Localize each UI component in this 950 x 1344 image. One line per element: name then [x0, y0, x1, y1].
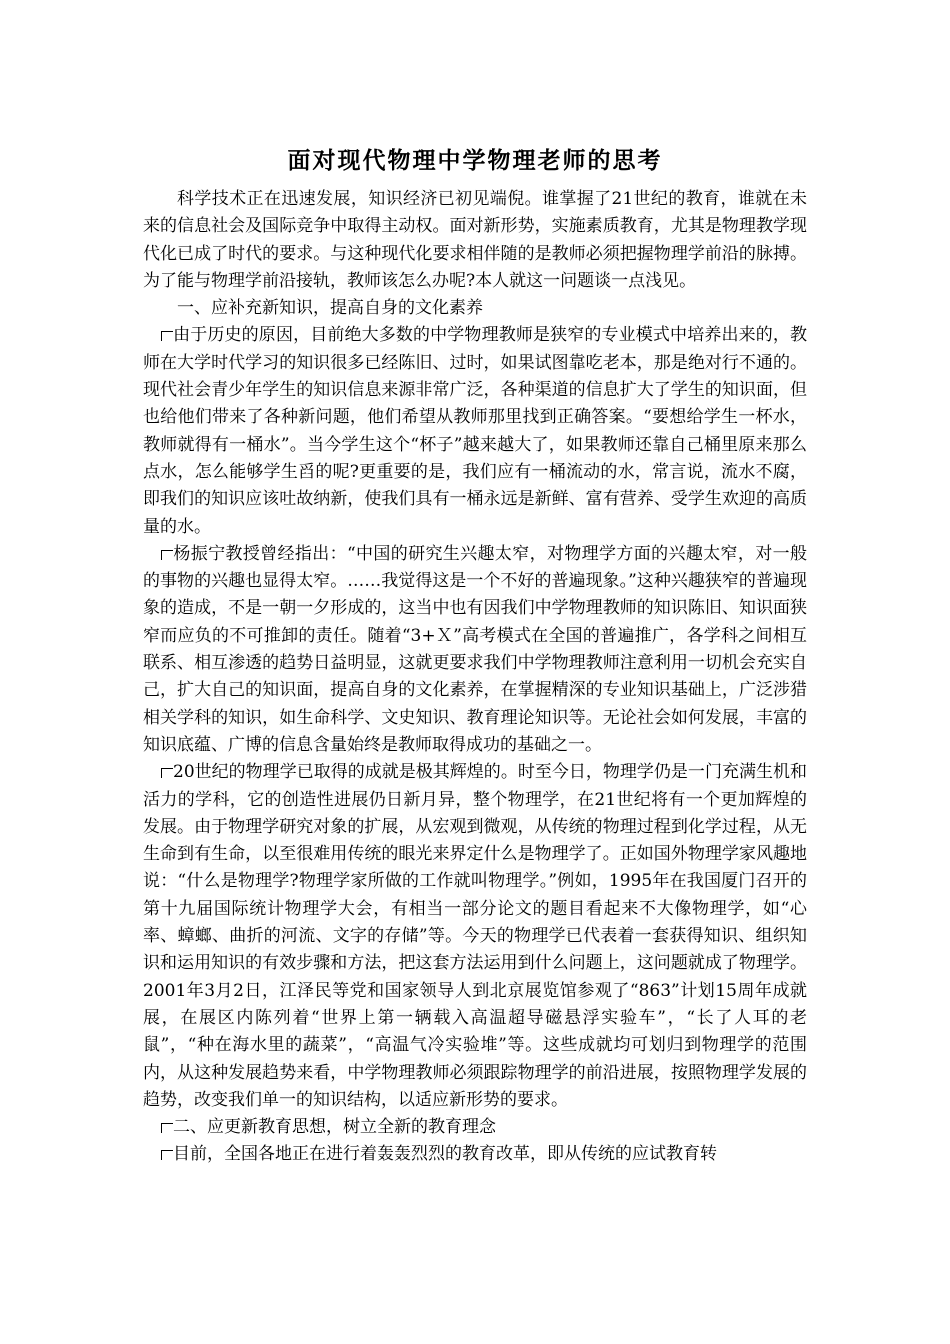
- section-heading-1: [143, 295, 807, 322]
- section-heading-2-text: 二、应更新教育思想，树立全新的教育理念: [173, 1117, 496, 1138]
- body-paragraph-4-text: 目前，全国各地正在进行着轰轰烈烈的教育改革，即从传统的应试教育转: [173, 1144, 717, 1165]
- section-heading-2: [143, 1114, 807, 1141]
- paragraph-mark-icon: [161, 550, 173, 560]
- intro-paragraph-text: 科学技术正在迅速发展，知识经济已初见端倪。谁掌握了21世纪的教育，谁就在未来的信息社会及国际竞争中取得主动权。面对新形势，实施素质教育，尤其是物理教学现代化已成了时代的要求。与这种现代化要求相伴随的是教师必须把握物理学前沿的脉搏。为了能与物理学前沿接轨，教师该怎么办呢?本人就这一问题谈一点浅见。: [143, 189, 807, 291]
- paragraph-mark-icon: [161, 1150, 173, 1160]
- section-heading-1-text: 一、应补充新知识，提高自身的文化素养: [177, 298, 483, 319]
- paragraph-mark-icon: [161, 1123, 173, 1133]
- document-title: 面对现代物理中学物理老师的思考: [287, 147, 663, 174]
- body-paragraph-2: [143, 541, 807, 759]
- body-paragraph-3-text: 20世纪的物理学已取得的成就是极其辉煌的。时至今日，物理学仍是一门充满生机和活力的学科，它的创造性进展仍日新月异，整个物理学，在21世纪将有一个更加辉煌的发展。由于物理学研究对象的扩展，从宏观到微观，从传统的物理过程到化学过程，从无生命到有生命，以至很难用传统的眼光来界定什么是物理学了。正如国外物理学家风趣地说：“什么是物理学?物理学家所做的工作就叫物理学。”例如，1995年在我国厦门召开的第十九届国际统计物理学大会，有相当一部分论文的题目看起来不大像物理学，如“心率、蟑螂、曲折的河流、文字的存储”等。今天的物理学已代表着一套获得知识、组织知识和运用知识的有效步骤和方法，把这套方法运用到什么问题上，这问题就成了物理学。2001年3月2日，江泽民等党和国家领导人到北京展览馆参观了“863”计划15周年成就展，在展区内陈列着“世界上第一辆载入高温超导磁悬浮实验车”，“长了人耳的老鼠”，“种在海水里的蔬菜”，“高温气冷实验堆”等。这些成就均可划归到物理学的范围内，从这种发展趋势来看，中学物理教师必须跟踪物理学的前沿进展，按照物理学发展的趋势，改变我们单一的知识结构，以适应新形势的要求。: [143, 762, 807, 1110]
- paragraph-mark-icon: [161, 768, 173, 778]
- intro-paragraph: [143, 186, 807, 295]
- body-paragraph-4: [143, 1141, 807, 1168]
- body-paragraph-3: [143, 759, 807, 1114]
- document-body: [143, 186, 807, 1169]
- paragraph-mark-icon: [161, 331, 173, 341]
- body-paragraph-2-text: 杨振宁教授曾经指出：“中国的研究生兴趣太窄，对物理学方面的兴趣太窄，对一般的事物的兴趣也显得太窄。……我觉得这是一个不好的普遍现象。”这种兴趣狭窄的普遍现象的造成，不是一朝一夕形成的，这当中也有因我们中学物理教师的知识陈旧、知识面狭窄而应负的不可推卸的责任。随着“3+Ｘ”高考模式在全国的普遍推广，各学科之间相互联系、相互渗透的趋势日益明显，这就更要求我们中学物理教师注意利用一切机会充实自己，扩大自己的知识面，提高自身的文化素养，在掌握精深的专业知识基础上，广泛涉猎相关学科的知识，如生命科学、文史知识、教育理论知识等。无论社会如何发展，丰富的知识底蕴、广博的信息含量始终是教师取得成功的基础之一。: [143, 543, 807, 755]
- body-paragraph-1: [143, 322, 807, 540]
- body-paragraph-1-text: 由于历史的原因，目前绝大多数的中学物理教师是狭窄的专业模式中培养出来的，教师在大学时代学习的知识很多已经陈旧、过时，如果试图靠吃老本，那是绝对行不通的。现代社会青少年学生的知识信息来源非常广泛，各种渠道的信息扩大了学生的知识面，但也给他们带来了各种新问题，他们希望从教师那里找到正确答案。“要想给学生一杯水，教师就得有一桶水”。当今学生这个“杯子”越来越大了，如果教师还靠自己桶里原来那么点水，怎么能够学生舀的呢?更重要的是，我们应有一桶流动的水，常言说，流水不腐，即我们的知识应该吐故纳新，使我们具有一桶永远是新鲜、富有营养、受学生欢迎的高质量的水。: [143, 325, 807, 537]
